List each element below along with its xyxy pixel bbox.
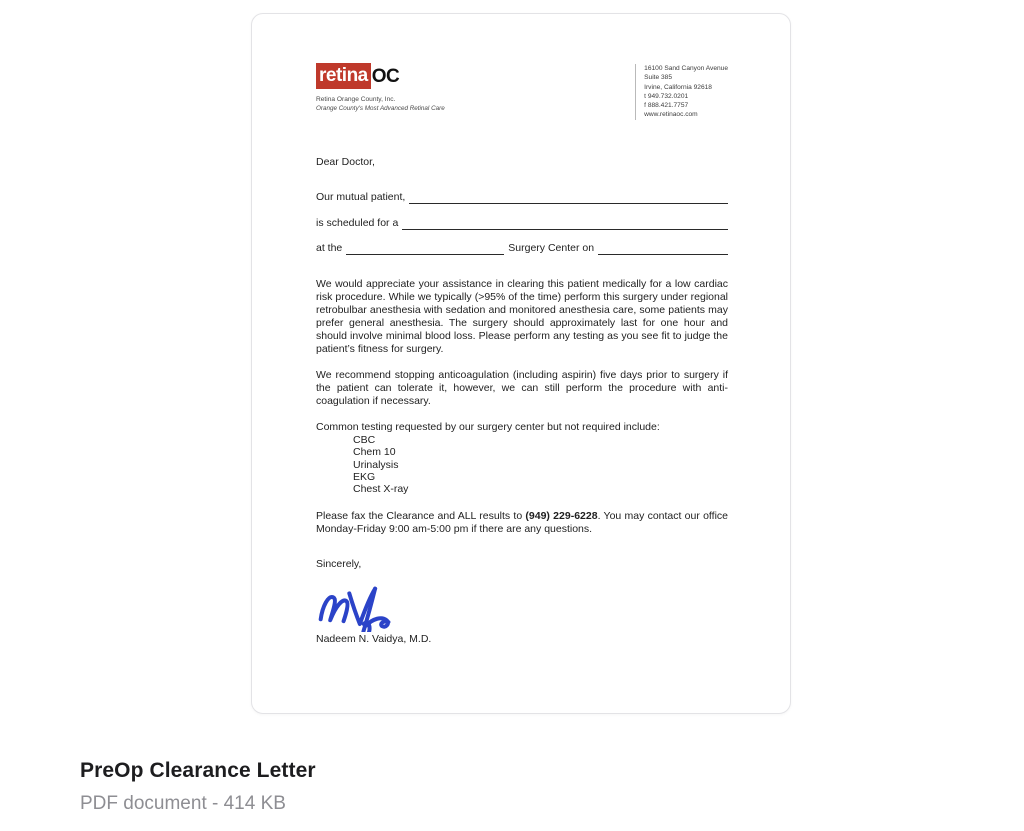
procedure-line [316,217,728,230]
at-the-label: at the [316,242,343,254]
retinaoc-logo [316,63,445,113]
surgery-date-blank [598,243,728,255]
list-item: Urinalysis [353,458,399,471]
paragraph-clearance-request: We would appreciate your assistance in clearing this patient medically for a low cardiac risk procedure. While we typically (>95% of the time) perform this surgery under regional retrobulbar anesthesia with sedation and monitored anesthesia care, some patients may prefer general anesthesia. The surgery should approximately last for one hour and should involve minimal blood loss. Please perform any testing as you see fit to judge the patient’s fitness for surgery. [316,278,728,355]
list-item: Chem 10 [353,446,396,459]
list-item: EKG [353,470,376,483]
logo-retina-badge: retina [316,63,371,89]
contact-block [635,64,728,120]
procedure-blank [402,218,728,230]
fax-number: (949) 229-6228 [525,510,598,523]
fax-line: f 888.421.7757 [644,102,689,110]
signatory-name: Nadeem N. Vaidya, M.D. [316,633,432,646]
surgery-center-blank [346,243,504,255]
testing-list [316,434,728,495]
signature-handwriting [314,574,398,632]
testing-intro: Common testing requested by our surgery center but not required include: [316,421,660,433]
pdf-attachment-preview-card[interactable] [251,13,791,714]
salutation: Dear Doctor, [316,156,375,168]
address-line: 16100 Sand Canyon Avenue [644,65,728,72]
surgery-center-line [316,242,728,255]
patient-name-line [316,191,728,204]
paragraph-fax-instructions [316,510,728,536]
patient-label: Our mutual patient, [316,191,406,203]
attachment-meta: PDF document - 414 KB [80,793,286,814]
list-item: CBC [353,434,376,446]
surgery-center-on-label: Surgery Center on [508,242,595,254]
paragraph-anticoagulation: We recommend stopping anticoagulation (including aspirin) five days prior to surgery if the patient can tolerate it, however, we can still perform the procedure with anti-coagulation if necessary. [316,369,728,407]
website-line: www.retinaoc.com [644,111,698,119]
company-tagline: Orange County's Most Advanced Retinal Care [316,104,445,112]
address-line: Suite 385 [644,74,673,82]
letter-page [316,63,728,646]
letterhead [316,63,728,120]
logo-oc-text: OC [371,65,400,87]
patient-name-blank [409,192,728,204]
fax-text-after: . You may contact our office Monday-Friday 9:00 am-5:00 pm if there are any questions. [316,510,728,536]
address-line: Irvine, California 92618 [644,83,712,91]
fax-text-before: Please fax the Clearance and ALL results to [316,510,526,523]
company-name: Retina Orange County, Inc. [316,96,396,103]
scheduled-label: is scheduled for a [316,217,399,229]
list-item: Chest X-ray [353,483,409,496]
phone-line: t 949.732.0201 [644,92,689,100]
closing: Sincerely, [316,558,362,571]
attachment-title: PreOp Clearance Letter [80,759,316,782]
